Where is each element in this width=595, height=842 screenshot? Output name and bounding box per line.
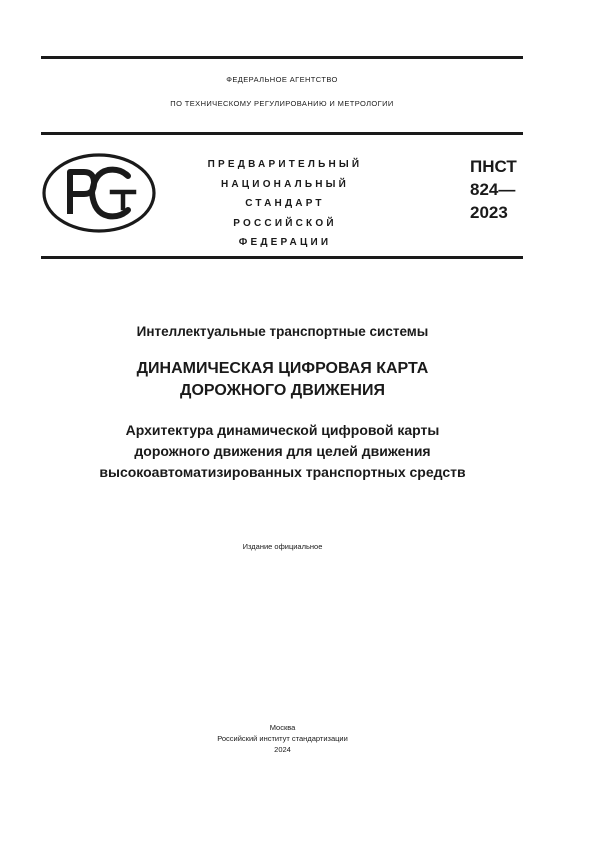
standard-type-line: НАЦИОНАЛЬНЫЙ [220, 178, 350, 190]
middle-rule [41, 132, 523, 135]
standard-type-line: СТАНДАРТ [245, 198, 325, 209]
designation-year: 2023 [470, 203, 508, 222]
designation-prefix: ПНСТ [470, 157, 517, 176]
main-title-line: ДОРОЖНОГО ДВИЖЕНИЯ [180, 382, 385, 399]
subtitle-line: высокоавтоматизированных транспортных средств [99, 464, 466, 480]
imprint-city: Москва [269, 723, 296, 732]
top-rule [41, 56, 523, 59]
main-title-line: ДИНАМИЧЕСКАЯ ЦИФРОВАЯ КАРТА [136, 360, 429, 377]
agency-name-line-1: ФЕДЕРАЛЬНОЕ АГЕНТСТВО [226, 75, 338, 84]
gost-r-emblem-icon [40, 152, 158, 234]
standard-type-line: РОССИЙСКОЙ [233, 217, 337, 229]
designation-number: 824— [470, 180, 516, 199]
standard-type-line: ПРЕДВАРИТЕЛЬНЫЙ [207, 159, 363, 170]
subtitle-line: дорожного движения для целей движения [134, 443, 431, 459]
standard-designation [470, 155, 517, 224]
imprint-publisher: Российский институт стандартизации [217, 734, 348, 743]
standard-type-line: ФЕДЕРАЦИИ [238, 237, 332, 248]
edition-note: Издание официальное [242, 542, 323, 551]
agency-name-line-2: ПО ТЕХНИЧЕСКОМУ РЕГУЛИРОВАНИЮ И МЕТРОЛОГИИ [170, 99, 394, 108]
imprint [0, 722, 565, 755]
main-title [0, 358, 565, 402]
bottom-rule [41, 256, 523, 259]
standard-type-block [170, 155, 400, 253]
imprint-year: 2024 [274, 745, 291, 754]
subtitle [0, 420, 565, 483]
series-title: Интеллектуальные транспортные системы [136, 324, 429, 339]
subtitle-line: Архитектура динамической цифровой карты [125, 422, 440, 438]
